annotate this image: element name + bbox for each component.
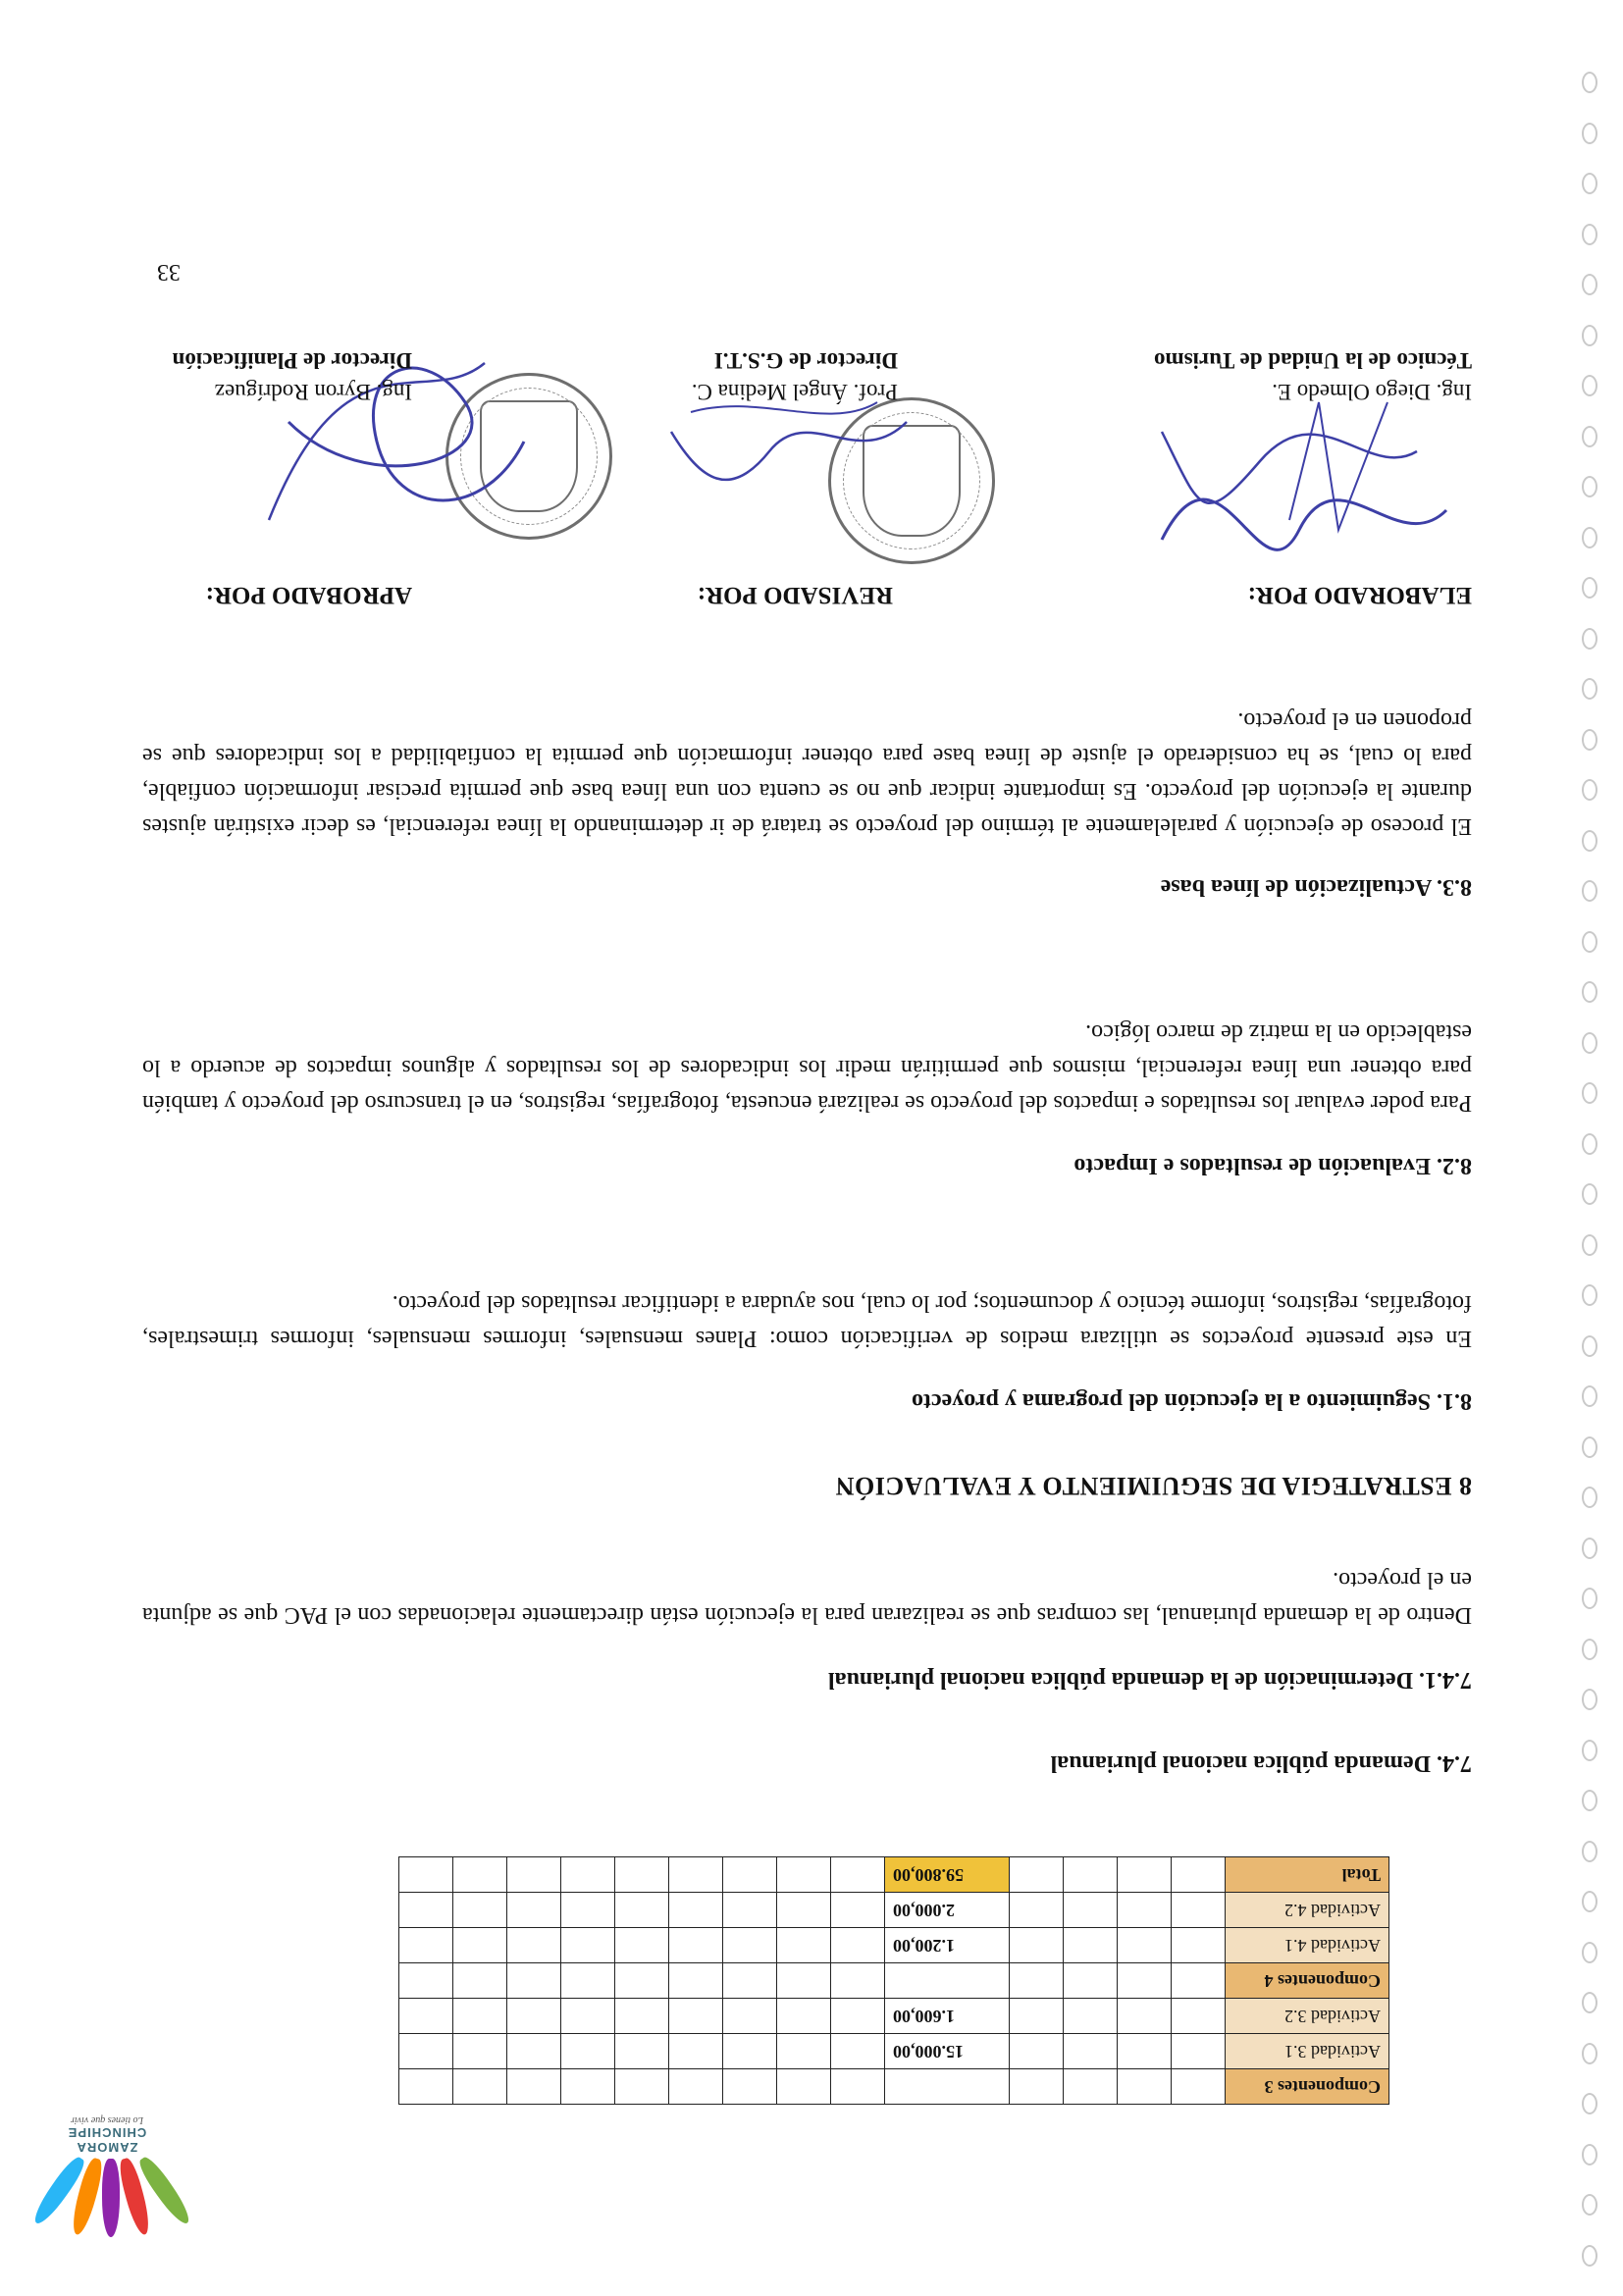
empty-cell [1118, 1857, 1172, 1893]
empty-cell [831, 1999, 885, 2034]
empty-cell [453, 2069, 507, 2105]
empty-cell [453, 1963, 507, 1999]
table-row [399, 2069, 1389, 2105]
empty-cell [669, 2069, 723, 2105]
empty-cell [831, 2069, 885, 2105]
binder-hole [1582, 275, 1597, 296]
empty-cell [1172, 1999, 1226, 2034]
empty-cell [777, 1893, 831, 1928]
empty-cell [777, 1999, 831, 2034]
empty-cell [561, 2034, 615, 2069]
row-value: 1.600,00 [885, 1999, 1010, 2034]
binder-hole [1582, 1589, 1597, 1610]
empty-cell [399, 1963, 453, 1999]
empty-cell [507, 2034, 561, 2069]
binder-hole [1582, 477, 1597, 498]
empty-cell [561, 1893, 615, 1928]
empty-cell [1010, 1999, 1064, 2034]
section-8-3-title: 8.3. Actualización de línea base [1160, 874, 1472, 900]
empty-cell [831, 2034, 885, 2069]
logo-tagline: Lo tienes que vivir [70, 2114, 144, 2125]
empty-cell [1064, 1857, 1118, 1893]
empty-cell [399, 1893, 453, 1928]
table-row [399, 1963, 1389, 1999]
empty-cell [561, 1999, 615, 2034]
empty-cell [561, 1963, 615, 1999]
binder-hole [1582, 2043, 1597, 2064]
empty-cell [399, 1928, 453, 1963]
budget-table [398, 1856, 1389, 2105]
empty-cell [507, 1928, 561, 1963]
empty-cell [399, 2069, 453, 2105]
empty-cell [1118, 1999, 1172, 2034]
empty-cell [669, 1963, 723, 1999]
empty-cell [453, 1928, 507, 1963]
empty-cell [1010, 1893, 1064, 1928]
empty-cell [723, 2069, 777, 2105]
empty-cell [507, 1893, 561, 1928]
row-label: Actividad 4.1 [1226, 1928, 1389, 1963]
revisado-label: REVISADO POR: [697, 582, 893, 608]
empty-cell [1172, 2069, 1226, 2105]
empty-cell [507, 2069, 561, 2105]
empty-cell [723, 1893, 777, 1928]
empty-cell [1172, 2034, 1226, 2069]
signer-elaborado: Ing. Diego Olmedo E. Técnico de la Unidad de Turismo [1154, 348, 1472, 404]
empty-cell [615, 2069, 669, 2105]
section-7-4-title: 7.4. Demanda pública nacional plurianual [1050, 1750, 1472, 1776]
flower-logo-icon [53, 2159, 171, 2267]
empty-cell [669, 2034, 723, 2069]
binder-hole [1582, 1083, 1597, 1105]
empty-cell [453, 1999, 507, 2034]
binder-hole [1582, 982, 1597, 1004]
empty-cell [1172, 1893, 1226, 1928]
table-row [399, 1893, 1389, 1928]
empty-cell [669, 1928, 723, 1963]
empty-cell [723, 1857, 777, 1893]
section-8-title: 8 ESTRATEGIA DE SEGUIMIENTO Y EVALUACIÓN [835, 1472, 1472, 1500]
empty-cell [1010, 1963, 1064, 1999]
row-value [885, 1963, 1010, 1999]
binder-hole [1582, 1639, 1597, 1660]
binder-hole [1582, 325, 1597, 346]
empty-cell [777, 1928, 831, 1963]
empty-cell [615, 1928, 669, 1963]
empty-cell [831, 1893, 885, 1928]
empty-cell [1118, 1963, 1172, 1999]
row-label: Actividad 3.1 [1226, 2034, 1389, 2069]
empty-cell [669, 1857, 723, 1893]
binder-hole [1582, 881, 1597, 903]
empty-cell [669, 1999, 723, 2034]
empty-cell [453, 2034, 507, 2069]
binder-hole [1582, 1487, 1597, 1509]
binder-hole [1582, 174, 1597, 195]
binder-hole [1582, 2195, 1597, 2217]
empty-cell [561, 1928, 615, 1963]
empty-cell [1118, 2069, 1172, 2105]
binder-hole [1582, 1032, 1597, 1054]
binder-hole [1582, 1942, 1597, 1963]
empty-cell [453, 1857, 507, 1893]
empty-cell [399, 1857, 453, 1893]
binder-hole [1582, 1892, 1597, 1913]
signature-aprobado-icon [249, 304, 544, 559]
row-label: Total [1226, 1857, 1389, 1893]
row-label: Actividad 4.2 [1226, 1893, 1389, 1928]
binder-hole [1582, 527, 1597, 548]
binder-hole [1582, 123, 1597, 144]
binder-hole [1582, 1436, 1597, 1458]
empty-cell [399, 2034, 453, 2069]
empty-cell [1064, 2034, 1118, 2069]
signer-aprobado: Ing. Byron Rodríguez Director de Planificación [172, 348, 412, 404]
zamora-chinchipe-logo [43, 2114, 171, 2267]
empty-cell [507, 1857, 561, 1893]
binder-hole [1582, 1386, 1597, 1408]
empty-cell [1172, 1928, 1226, 1963]
empty-cell [615, 1857, 669, 1893]
signer-revisado: Prof. Ángel Medina C. Director de G.S.T.I [691, 348, 898, 404]
binder-holes [1572, 29, 1601, 2267]
binder-hole [1582, 1538, 1597, 1559]
binder-hole [1582, 1841, 1597, 1862]
binder-hole [1582, 931, 1597, 953]
empty-cell [1118, 1893, 1172, 1928]
binder-hole [1582, 224, 1597, 245]
empty-cell [399, 1999, 453, 2034]
empty-cell [831, 1857, 885, 1893]
empty-cell [615, 1963, 669, 1999]
binder-hole [1582, 73, 1597, 94]
empty-cell [1118, 1928, 1172, 1963]
row-value: 1.200,00 [885, 1928, 1010, 1963]
empty-cell [561, 1857, 615, 1893]
binder-hole [1582, 578, 1597, 600]
empty-cell [453, 1893, 507, 1928]
binder-hole [1582, 1740, 1597, 1761]
empty-cell [561, 2069, 615, 2105]
row-label: Componentes 3 [1226, 2069, 1389, 2105]
empty-cell [1010, 1928, 1064, 1963]
binder-hole [1582, 1184, 1597, 1206]
binder-hole [1582, 780, 1597, 802]
empty-cell [615, 1893, 669, 1928]
empty-cell [831, 1963, 885, 1999]
table-row [399, 2034, 1389, 2069]
binder-hole [1582, 2094, 1597, 2115]
empty-cell [1010, 2069, 1064, 2105]
empty-cell [615, 2034, 669, 2069]
empty-cell [1010, 2034, 1064, 2069]
binder-hole [1582, 426, 1597, 447]
empty-cell [1118, 2034, 1172, 2069]
section-8-1-title: 8.1. Seguimiento a la ejecución del programa y proyecto [911, 1388, 1472, 1414]
aprobado-label: APROBADO POR: [205, 582, 412, 608]
binder-hole [1582, 1993, 1597, 2014]
empty-cell [615, 1999, 669, 2034]
section-8-1-body: En este presente proyectos se utilizara medios de verificación como: Planes mensuales, informes mensuales, informes trimestrales, fotografías, registros, informe técnico y documentos; por lo cual, nos ayudara a identificar resultados del proyecto. [142, 1290, 1472, 1351]
empty-cell [1064, 2069, 1118, 2105]
binder-hole [1582, 1285, 1597, 1307]
empty-cell [1172, 1857, 1226, 1893]
section-8-3-body: El proceso de ejecución y paralelamente al término del proyecto se tratará de ir determinando la línea referencial, es decir existirán ajustes durante la ejecución del proyecto. Es importante indicar que no se cuenta con una línea base que permita precisar información confiable, para lo cual, se ha considerado el ajuste de línea base para obtener información que permita la confiabilidad a los indicadores que se proponen en el proyecto. [142, 707, 1472, 839]
binder-hole [1582, 679, 1597, 701]
empty-cell [1064, 1999, 1118, 2034]
empty-cell [1010, 1857, 1064, 1893]
table-row [399, 1857, 1389, 1893]
section-8-2-body: Para poder evaluar los resultados e impactos del proyecto se realizará encuesta, fotografías, registros, en el transcurso del proyecto y también para obtener una línea referencial, mismos que permitirán medir los indicadores de los resultados y algunos impactos de acuerdo a lo establecido en la matriz de marco lógico. [142, 1019, 1472, 1116]
empty-cell [777, 2069, 831, 2105]
section-8-2-title: 8.2. Evaluación de resultados e Impacto [1073, 1153, 1472, 1178]
section-7-4-1-body: Dentro de la demanda plurianual, las compras que se realizaran para la ejecución están directamente relacionadas con el PAC que se adjunta en el proyecto. [142, 1567, 1472, 1628]
empty-cell [1172, 1963, 1226, 1999]
binder-hole [1582, 729, 1597, 751]
row-value: 15.000,00 [885, 2034, 1010, 2069]
empty-cell [723, 1928, 777, 1963]
binder-hole [1582, 1234, 1597, 1256]
empty-cell [507, 1999, 561, 2034]
binder-hole [1582, 376, 1597, 397]
binder-hole [1582, 628, 1597, 650]
row-label: Actividad 3.2 [1226, 1999, 1389, 2034]
empty-cell [723, 1999, 777, 2034]
empty-cell [723, 2034, 777, 2069]
section-7-4-1-title: 7.4.1. Determinación de la demanda pública nacional plurianual [827, 1667, 1472, 1693]
empty-cell [777, 2034, 831, 2069]
row-value: 2.000,00 [885, 1893, 1010, 1928]
empty-cell [669, 1893, 723, 1928]
row-value [885, 2069, 1010, 2105]
empty-cell [507, 1963, 561, 1999]
binder-hole [1582, 830, 1597, 852]
row-label: Componentes 4 [1226, 1963, 1389, 1999]
empty-cell [1064, 1893, 1118, 1928]
binder-hole [1582, 2144, 1597, 2166]
binder-hole [1582, 1690, 1597, 1711]
table-row [399, 1928, 1389, 1963]
page-number: 33 [157, 259, 181, 285]
elaborado-label: ELABORADO POR: [1247, 582, 1472, 608]
binder-hole [1582, 1791, 1597, 1812]
binder-hole [1582, 1335, 1597, 1357]
binder-hole [1582, 1133, 1597, 1155]
empty-cell [831, 1928, 885, 1963]
empty-cell [777, 1857, 831, 1893]
row-value: 59.800,00 [885, 1857, 1010, 1893]
table-row [399, 1999, 1389, 2034]
empty-cell [777, 1963, 831, 1999]
empty-cell [723, 1963, 777, 1999]
empty-cell [1064, 1963, 1118, 1999]
logo-brand: ZAMORA CHINCHIPE [67, 2125, 147, 2155]
empty-cell [1064, 1928, 1118, 1963]
binder-hole [1582, 2245, 1597, 2267]
